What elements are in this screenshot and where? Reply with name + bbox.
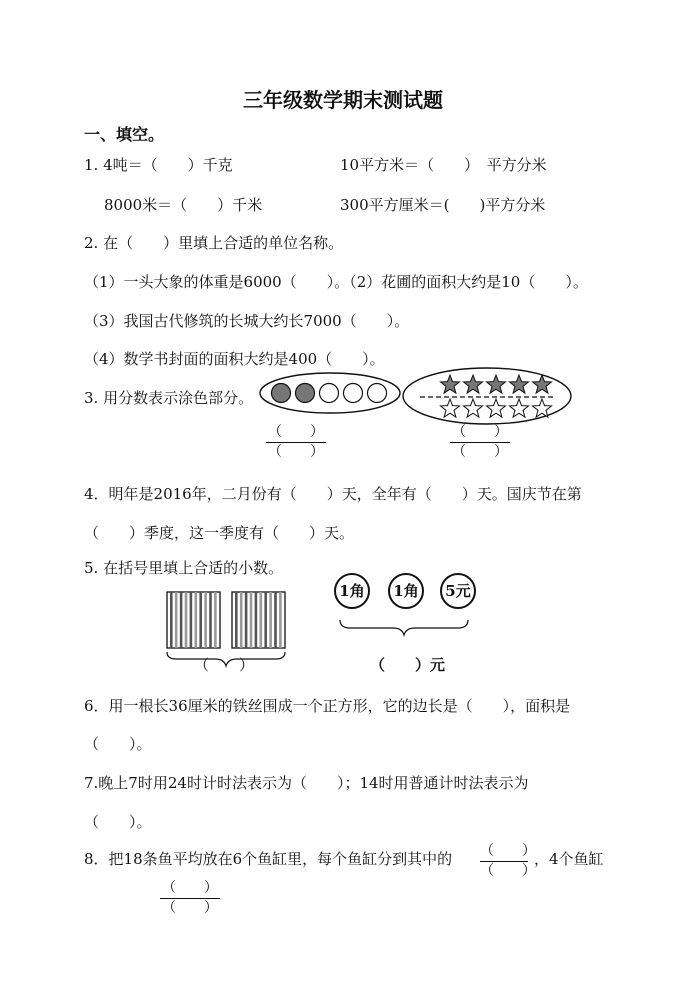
star-empty (464, 399, 483, 417)
star-empty (487, 399, 506, 417)
circle-empty (368, 384, 387, 403)
stick (170, 592, 173, 648)
coin-label: 5元 (445, 582, 471, 600)
sticks-left (170, 592, 217, 648)
q2-line-2: （3）我国古代修筑的长城大约长7000（ ）。 (84, 312, 410, 330)
coin-label: 1角 (339, 582, 365, 600)
fraction-bar (266, 442, 326, 443)
fraction-bar (480, 861, 528, 862)
star-shaded (441, 375, 460, 393)
q4-line-1: 4．明年是2016年，二月份有（ ）天，全年有（ ）天。国庆节在第 (84, 485, 582, 503)
fraction-numerator: （ ） (268, 424, 324, 440)
q6-line-2: （ ）。 (84, 735, 152, 753)
fraction-denominator: （ ） (480, 863, 536, 879)
q8-line-1-end: ，4个鱼缸 (534, 850, 604, 868)
q4-line-2: （ ）季度，这一季度有（ ）天。 (84, 524, 355, 542)
coin-label: 1角 (393, 582, 419, 600)
q5-blank-coins: （ ）元 (370, 656, 446, 674)
stick (250, 592, 253, 648)
fraction-denominator: （ ） (162, 900, 218, 916)
stick (264, 592, 267, 648)
brace-right (340, 620, 468, 635)
q1-item-c: 8000米＝（ ）千米 (104, 196, 263, 214)
q2-stem: 2. 在（ ）里填上合适的单位名称。 (84, 234, 344, 252)
stick (195, 592, 198, 648)
q3-stem: 3. 用分数表示涂色部分。 (84, 389, 254, 407)
stick (190, 592, 193, 648)
q1-item-b: 10平方米＝（ ） 平方分米 (340, 156, 547, 174)
fraction-circles (266, 424, 326, 461)
q8-fraction (160, 880, 220, 917)
stick (175, 592, 178, 648)
star-shaded (487, 375, 506, 393)
fraction-stars (450, 424, 510, 461)
q7-line-1: 7.晚上7时用24时计时法表示为（ ）；14时用普通计时法表示为 (84, 774, 529, 792)
stick (209, 592, 212, 648)
stick (279, 592, 282, 648)
fraction-denominator: （ ） (268, 444, 324, 460)
star-shaded (510, 375, 529, 393)
q5-blank-sticks: （ ） (194, 656, 255, 674)
shaded-circles-figure (260, 373, 400, 413)
stick (180, 592, 183, 648)
circle-empty (320, 384, 339, 403)
q8-line-1: 8．把18条鱼平均放在6个鱼缸里，每个鱼缸分到其中的 (84, 850, 453, 868)
stick (240, 592, 243, 648)
stick (199, 592, 202, 648)
circle-shaded (296, 384, 315, 403)
star-shaded (464, 375, 483, 393)
stars-empty-row (441, 399, 552, 417)
fraction-denominator: （ ） (452, 444, 508, 460)
fraction-numerator: （ ） (452, 424, 508, 440)
circle-empty (344, 384, 363, 403)
stick (245, 592, 248, 648)
stick-bundles-figure (167, 592, 285, 666)
stick (255, 592, 258, 648)
stars-shaded-row (441, 375, 552, 393)
star-empty (441, 399, 460, 417)
stick (185, 592, 188, 648)
section-heading: 一、填空。 (84, 125, 165, 144)
sticks-right (235, 592, 282, 648)
fraction-numerator: （ ） (480, 843, 536, 859)
stick (260, 592, 263, 648)
stars-figure (403, 368, 571, 424)
fraction-bar (160, 898, 220, 899)
fraction-bar (450, 442, 510, 443)
q6-line-1: 6．用一根长36厘米的铁丝围成一个正方形，它的边长是（ ），面积是 (84, 697, 571, 715)
q7-line-2: （ ）。 (84, 813, 152, 831)
q1-item-d: 300平方厘米＝( )平方分米 (340, 196, 546, 214)
circle-shaded (272, 384, 291, 403)
stick (274, 592, 277, 648)
stick (214, 592, 217, 648)
page-title: 三年级数学期末测试题 (243, 88, 443, 112)
fraction-numerator: （ ） (162, 880, 218, 896)
q8-fraction-inline (480, 843, 536, 880)
q2-line-3: （4）数学书封面的面积大约是400（ ）。 (84, 350, 385, 368)
stick (235, 592, 238, 648)
q2-line-1: （1）一头大象的体重是6000（ ）。（2）花圃的面积大约是10（ ）。 (84, 273, 588, 291)
q1-item-a: 1. 4吨＝（ ）千克 (84, 156, 233, 174)
stick (204, 592, 207, 648)
q5-stem: 5. 在括号里填上合适的小数。 (84, 559, 284, 577)
star-empty (510, 399, 529, 417)
stick (269, 592, 272, 648)
